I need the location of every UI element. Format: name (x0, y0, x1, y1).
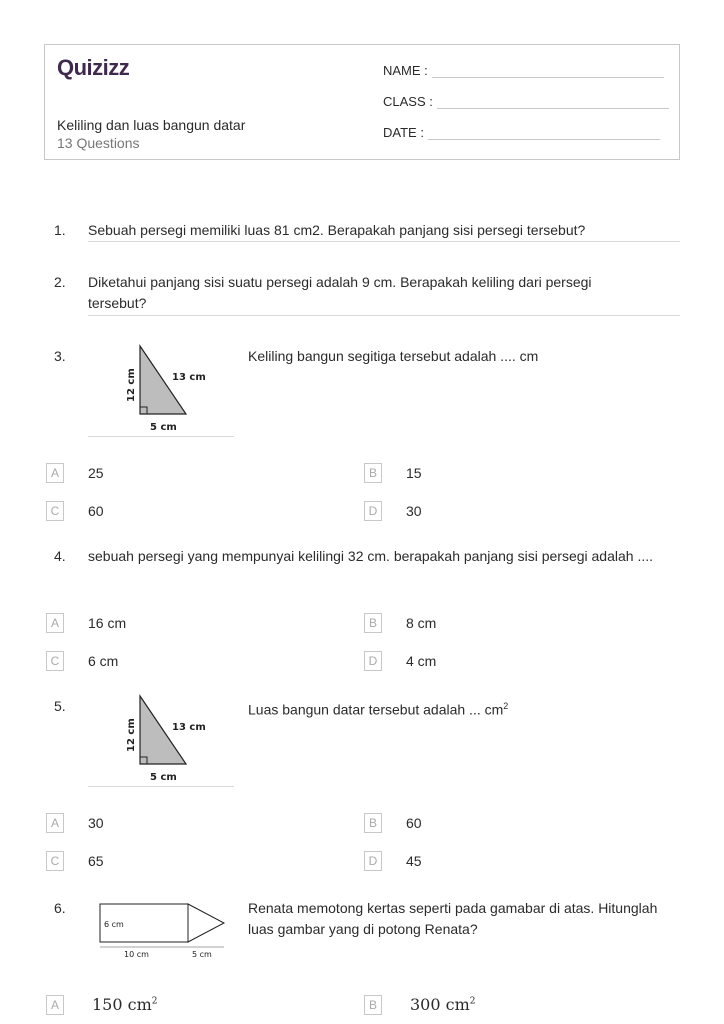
option-text[interactable]: 16 cm (88, 615, 127, 631)
option-letter[interactable]: C (46, 501, 64, 521)
option-letter[interactable]: B (364, 463, 382, 483)
question-text: Sebuah persegi memiliki luas 81 cm2. Berapakah panjang sisi persegi tersebut? (88, 222, 586, 238)
answer-line (88, 436, 234, 437)
hypotenuse-label: 13 cm (172, 722, 206, 733)
option-letter[interactable]: C (46, 851, 64, 871)
option-text[interactable]: 65 (88, 853, 104, 869)
option-letter[interactable]: C (46, 651, 64, 671)
option-letter[interactable]: A (46, 613, 64, 633)
tip-label: 5 cm (192, 950, 212, 959)
height-label: 12 cm (126, 718, 137, 752)
name-line[interactable] (432, 77, 664, 78)
option-letter[interactable]: B (364, 995, 382, 1015)
question-text: Keliling bangun segitiga tersebut adalah .... cm (248, 348, 539, 364)
question-count: 13 Questions (57, 135, 140, 151)
option-text[interactable] (92, 995, 158, 1014)
option-text[interactable]: 30 (88, 815, 104, 831)
question-number: 4. (54, 548, 66, 564)
question-number: 6. (54, 900, 66, 916)
class-line[interactable] (437, 108, 669, 109)
question-text: sebuah persegi yang mempunyai kelilingi 32 cm. berapakah panjang sisi persegi adalah .... (88, 548, 654, 564)
answer-line (88, 315, 680, 316)
option-letter[interactable]: B (364, 613, 382, 633)
base-label: 5 cm (150, 422, 177, 433)
question-number: 3. (54, 348, 66, 364)
option-text[interactable]: 25 (88, 465, 104, 481)
option-text[interactable]: 8 cm (406, 615, 437, 631)
option-letter[interactable]: D (364, 851, 382, 871)
worksheet-title: Keliling dan luas bangun datar (57, 117, 246, 133)
quizizz-logo: Quizizz (57, 55, 130, 80)
date-label: DATE : (383, 125, 424, 140)
height-label: 12 cm (126, 368, 137, 402)
name-field[interactable] (383, 63, 664, 78)
date-line[interactable] (428, 139, 660, 140)
length-label: 10 cm (124, 950, 149, 959)
option-letter[interactable]: A (46, 995, 64, 1015)
option-text[interactable]: 4 cm (406, 653, 437, 669)
option-letter[interactable]: A (46, 813, 64, 833)
question-text: Renata memotong kertas seperti pada gamabar di atas. Hitunglah luas gambar yang di potong Renata? (248, 900, 658, 937)
option-letter[interactable]: D (364, 501, 382, 521)
unit-exponent: 2 (151, 996, 158, 1007)
option-text[interactable]: 60 (88, 503, 104, 519)
question-number: 5. (54, 698, 66, 714)
triangle-shape (188, 904, 224, 942)
date-field[interactable] (383, 125, 660, 140)
unit-exponent: 2 (469, 996, 476, 1007)
option-letter[interactable]: A (46, 463, 64, 483)
option-letter[interactable]: D (364, 651, 382, 671)
answer-line (88, 786, 234, 787)
option-text[interactable]: 6 cm (88, 653, 119, 669)
question-text (248, 696, 678, 721)
option-value: 300 cm (410, 995, 470, 1014)
option-text[interactable]: 45 (406, 853, 422, 869)
option-text[interactable]: 60 (406, 815, 422, 831)
base-label: 5 cm (150, 772, 177, 783)
pentagon-figure (96, 896, 232, 964)
name-label: NAME : (383, 63, 428, 78)
answer-line (88, 241, 680, 242)
question-text: Diketahui panjang sisi suatu persegi adalah 9 cm. Berapakah keliling dari persegi tersebut? (88, 274, 592, 311)
option-text[interactable]: 15 (406, 465, 422, 481)
hypotenuse-label: 13 cm (172, 372, 206, 383)
option-text[interactable]: 30 (406, 503, 422, 519)
triangle-figure (110, 690, 240, 790)
unit-exponent: 2 (503, 701, 509, 711)
question-number: 1. (54, 222, 66, 238)
question-text-main: Luas bangun datar tersebut adalah ... cm (248, 701, 504, 718)
class-label: CLASS : (383, 94, 433, 109)
option-letter[interactable]: B (364, 813, 382, 833)
worksheet-header (44, 44, 680, 160)
triangle-figure (110, 340, 240, 440)
question-number: 2. (54, 274, 66, 290)
option-text[interactable] (410, 995, 476, 1014)
side-label: 6 cm (104, 920, 124, 929)
option-value: 150 cm (92, 995, 152, 1014)
class-field[interactable] (383, 94, 669, 109)
